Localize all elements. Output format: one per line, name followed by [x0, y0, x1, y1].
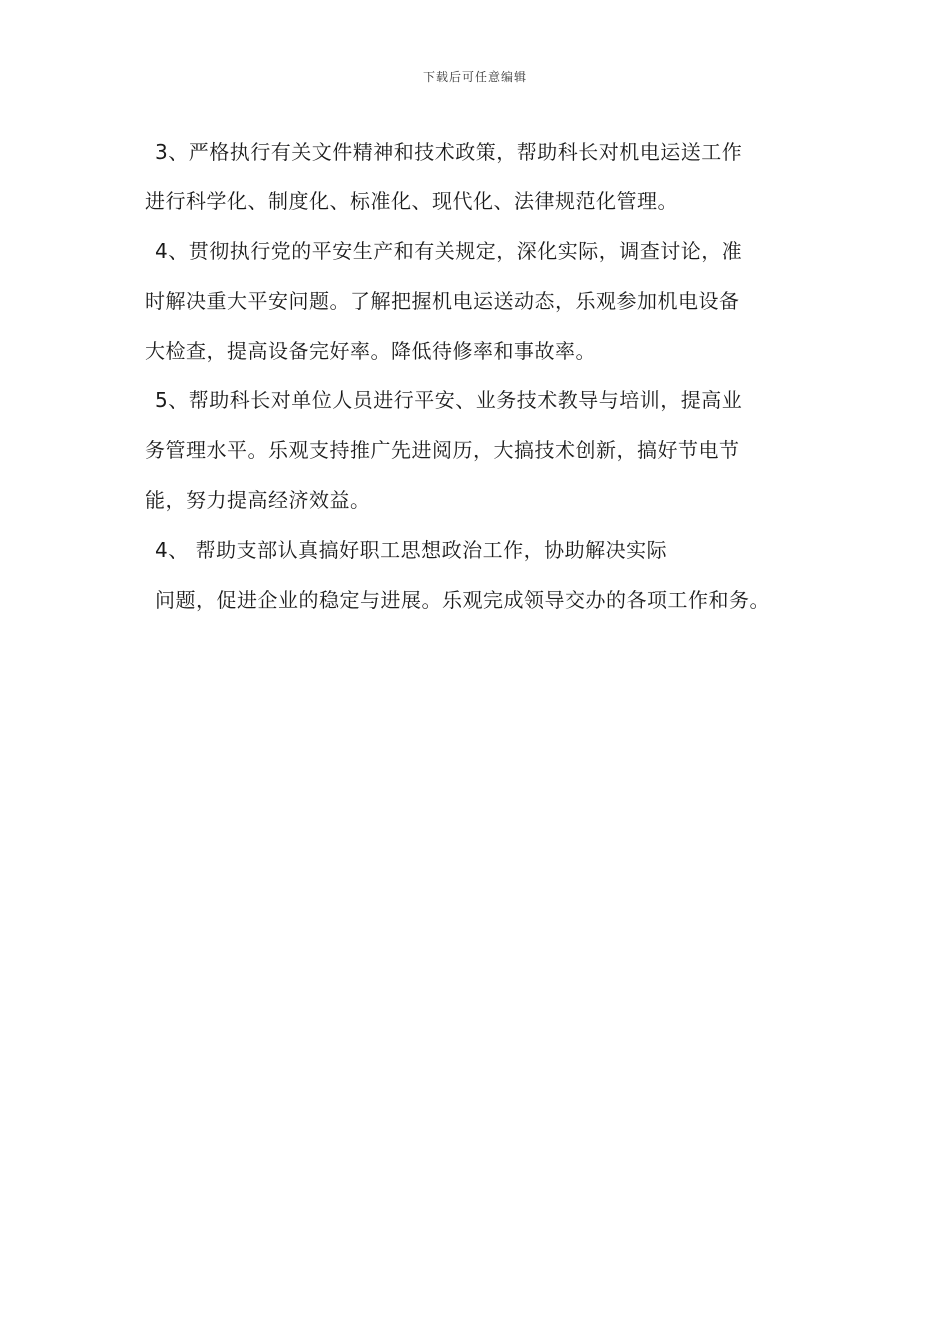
paragraph-4-line-3: 大检查，提高设备完好率。降低待修率和事故率。	[145, 339, 596, 363]
paragraph-6-line-1: 4、 帮助支部认真搞好职工思想政治工作，协助解决实际	[155, 538, 668, 562]
paragraph-3-line-2: 进行科学化、制度化、标准化、现代化、法律规范化管理。	[145, 189, 678, 213]
paragraph-3-line-1: 3、严格执行有关文件精神和技术政策，帮助科长对机电运送工作	[155, 140, 743, 164]
paragraph-5-line-1: 5、帮助科长对单位人员进行平安、业务技术教导与培训，提高业	[155, 388, 743, 412]
paragraph-6-line-2: 问题，促进企业的稳定与进展。乐观完成领导交办的各项工作和务。	[155, 588, 770, 612]
paragraph-5-line-3: 能，努力提高经济效益。	[145, 488, 371, 512]
paragraph-5-line-2: 务管理水平。乐观支持推广先进阅历，大搞技术创新，搞好节电节	[145, 438, 740, 462]
header-note: 下载后可任意编辑	[422, 70, 527, 84]
paragraph-4-line-2: 时解决重大平安问题。了解把握机电运送动态，乐观参加机电设备	[145, 289, 740, 313]
paragraph-4-line-1: 4、贯彻执行党的平安生产和有关规定，深化实际，调查讨论，准	[155, 239, 743, 263]
